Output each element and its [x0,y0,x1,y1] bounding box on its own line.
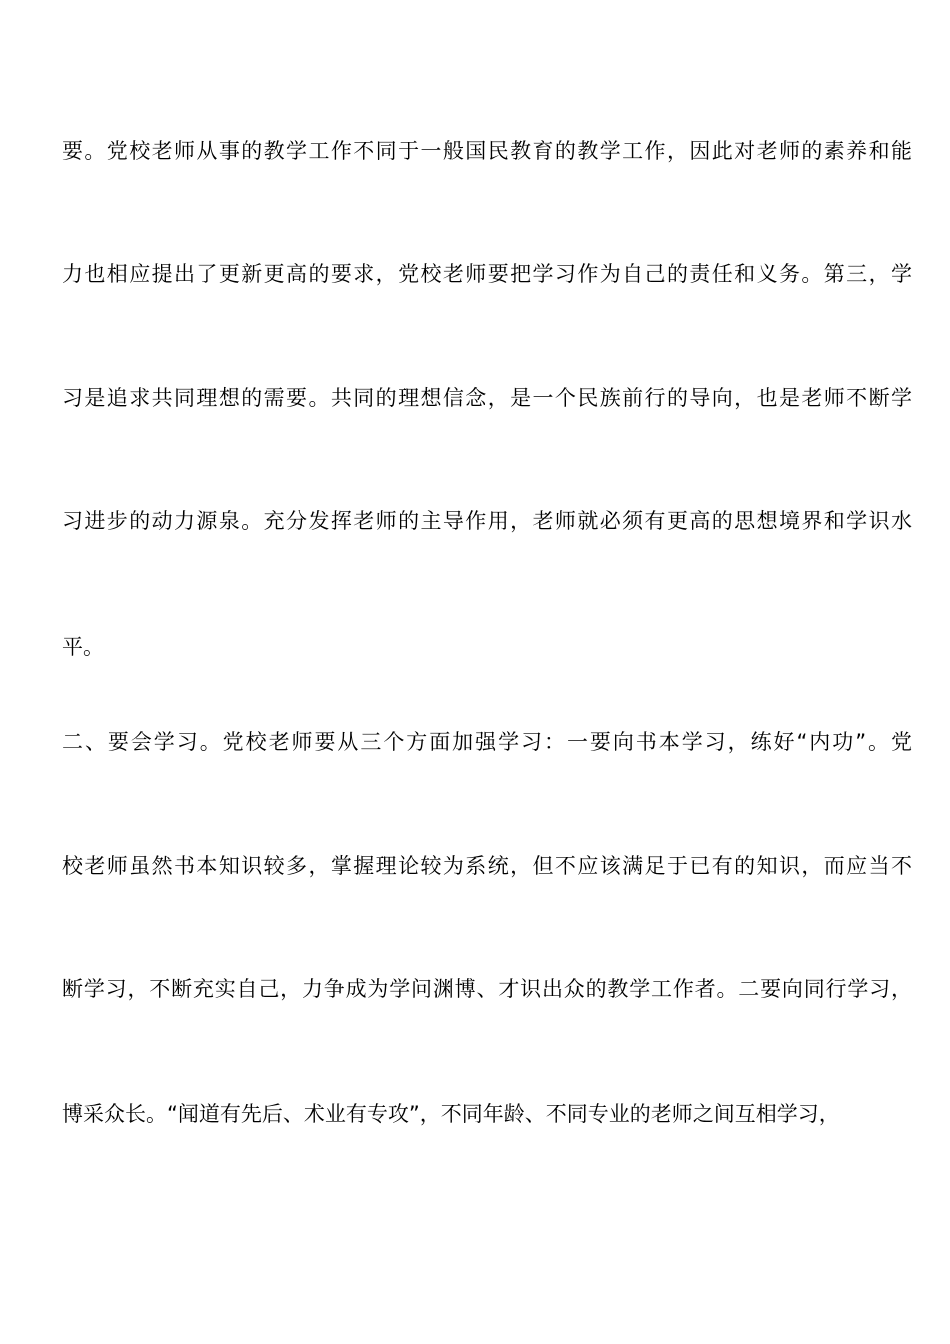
text-line: 习进步的动力源泉。充分发挥老师的主导作用，老师就必须有更高的思想境界和学识水 [62,509,912,533]
text-line: 要。党校老师从事的教学工作不同于一般国民教育的教学工作，因此对老师的素养和能 [62,139,912,163]
text-line: 二、要会学习。党校老师要从三个方面加强学习：一要向书本学习，练好“内功”。党 [62,730,912,754]
text-line: 习是追求共同理想的需要。共同的理想信念，是一个民族前行的导向，也是老师不断学 [62,386,912,410]
text-line: 断学习，不断充实自己，力争成为学问渊博、才识出众的教学工作者。二要向同行学习， [62,977,912,1001]
text-line: 力也相应提出了更新更高的要求，党校老师要把学习作为自己的责任和义务。第三，学 [62,262,912,286]
text-line: 平。 [62,635,104,659]
text-line: 校老师虽然书本知识较多，掌握理论较为系统，但不应该满足于已有的知识，而应当不 [62,854,912,878]
text-line: 博采众长。“闻道有先后、术业有专攻”，不同年龄、不同专业的老师之间互相学习， [62,1102,840,1126]
